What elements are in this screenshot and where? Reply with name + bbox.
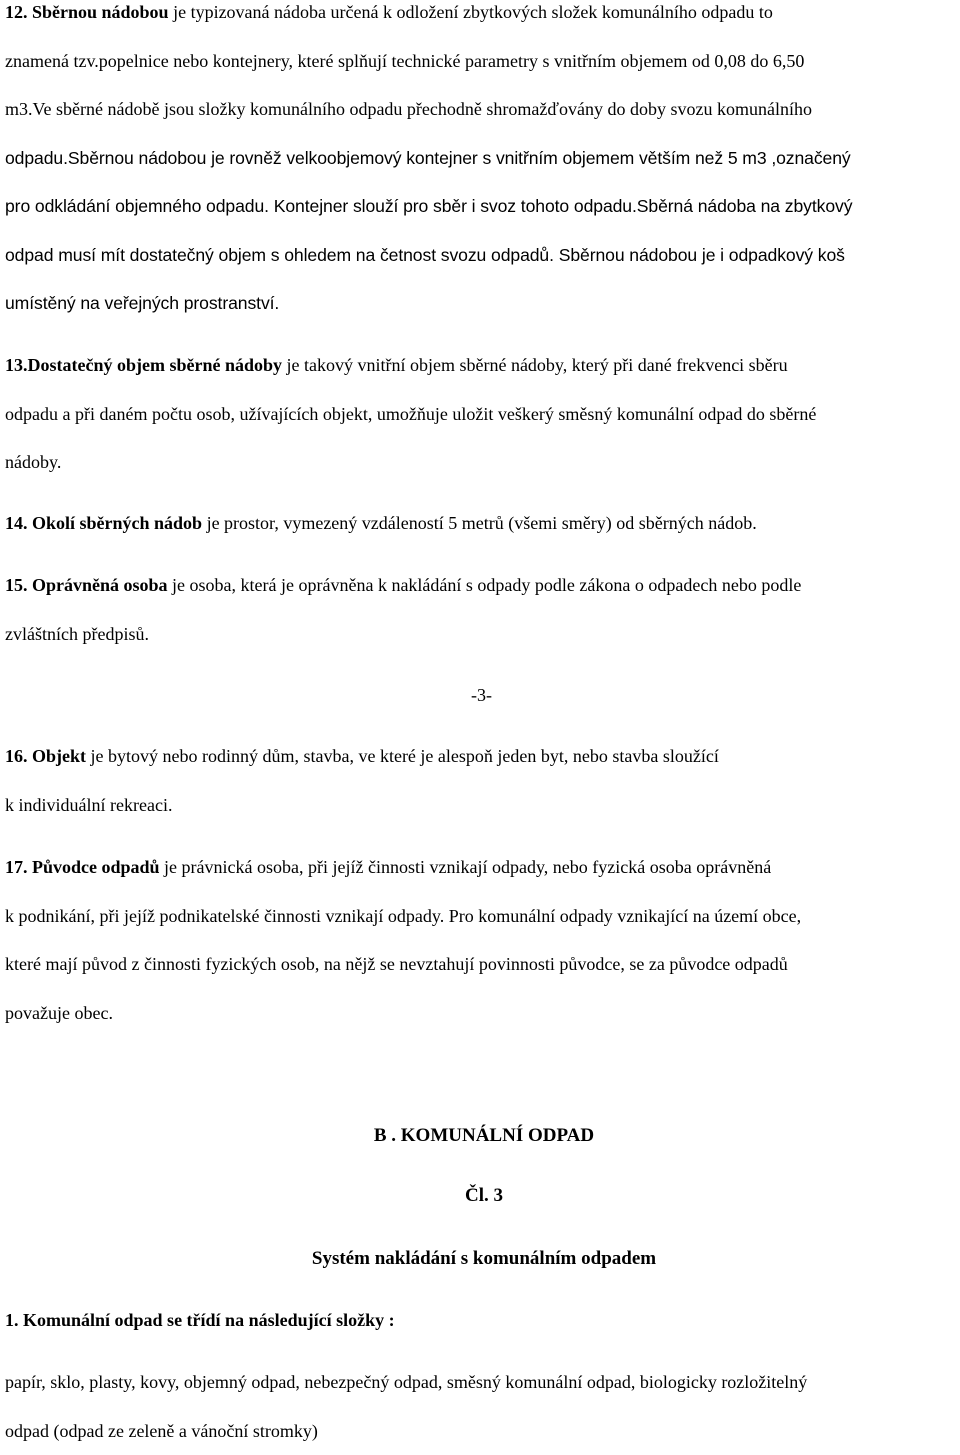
paragraph-number: 12. (5, 2, 28, 22)
paragraph-16-line-2: k individuální rekreaci. (5, 781, 960, 830)
article-title: Systém nakládání s komunálním odpadem (0, 1235, 960, 1284)
paragraph-12-line-5: pro odkládání objemného odpadu. Kontejner slouží pro sběr i svoz tohoto odpadu.Sběrná nádoba na zbytkový (5, 182, 960, 231)
paragraph-14-line-1: 14. Okolí sběrných nádob je prostor, vymezený vzdáleností 5 metrů (všemi směry) od sběrných nádob. (5, 499, 960, 548)
paragraph-13-line-1: 13.Dostatečný objem sběrné nádoby je takový vnitřní objem sběrné nádoby, který při dané frekvenci sběru (5, 341, 960, 390)
paragraph-number: 14. (5, 513, 28, 533)
defined-term: Okolí sběrných nádob (32, 513, 202, 533)
item-1-line-2: odpad (odpad ze zeleně a vánoční stromky) (5, 1407, 960, 1455)
defined-term: Objekt (32, 746, 86, 766)
paragraph-number: 15. (5, 575, 28, 595)
paragraph-13-line-2: odpadu a při daném počtu osob, užívajících objekt, umožňuje uložit veškerý směsný komunální odpad do sběrné (5, 390, 960, 439)
paragraph-17-line-2: k podnikání, při jejíž podnikatelské činnosti vznikají odpady. Pro komunální odpady vznikající na území obce, (5, 892, 960, 941)
paragraph-15 (5, 561, 960, 658)
paragraph-16 (5, 732, 960, 829)
paragraph-16-line-1: 16. Objekt je bytový nebo rodinný dům, stavba, ve které je alespoň jeden byt, nebo stavba sloužící (5, 732, 960, 781)
defined-term: Sběrnou nádobou (32, 2, 169, 22)
paragraph-17 (5, 843, 960, 1037)
paragraph-17-line-1: 17. Původce odpadů je právnická osoba, při jejíž činnosti vznikají odpady, nebo fyzická osoba oprávněná (5, 843, 960, 892)
item-1-line-1: papír, sklo, plasty, kovy, objemný odpad, nebezpečný odpad, směsný komunální odpad, biologicky rozložitelný (5, 1358, 960, 1407)
paragraph-15-line-1: 15. Oprávněná osoba je osoba, která je oprávněna k nakládání s odpady podle zákona o odpadech nebo podle (5, 561, 960, 610)
paragraph-14 (5, 499, 960, 548)
defined-term: Oprávněná osoba (32, 575, 168, 595)
paragraph-15-line-2: zvláštních předpisů. (5, 610, 960, 659)
paragraph-12-line-6: odpad musí mít dostatečný objem s ohledem na četnost svozu odpadů. Sběrnou nádobou je i odpadkový koš (5, 231, 960, 280)
page-number: -3- (0, 671, 960, 720)
paragraph-17-line-4: považuje obec. (5, 989, 960, 1038)
defined-term: Dostatečný objem sběrné nádoby (28, 355, 283, 375)
section-title: B . KOMUNÁLNÍ ODPAD (0, 1112, 960, 1161)
paragraph-number: 16. (5, 746, 28, 766)
paragraph-13 (5, 341, 960, 487)
paragraph-number: 13. (5, 355, 28, 375)
paragraph-number: 17. (5, 857, 28, 877)
paragraph-17-line-3: které mají původ z činnosti fyzických osob, na nějž se nevztahují povinnosti původce, se za původce odpadů (5, 940, 960, 989)
defined-term: Původce odpadů (32, 857, 160, 877)
paragraph-12-line-1: 12. Sběrnou nádobou je typizovaná nádoba určená k odložení zbytkových složek komunálního odpadu to (5, 0, 960, 37)
paragraph-12-line-3: m3.Ve sběrné nádobě jsou složky komunálního odpadu přechodně shromažďovány do doby svozu komunálního (5, 85, 960, 134)
item-1-heading: 1. Komunální odpad se třídí na následující složky : (5, 1296, 960, 1345)
item-1-text (5, 1358, 960, 1455)
paragraph-12 (5, 0, 960, 328)
article-number: Čl. 3 (0, 1172, 960, 1221)
paragraph-13-line-3: nádoby. (5, 438, 960, 487)
paragraph-12-line-2: znamená tzv.popelnice nebo kontejnery, které splňují technické parametry s vnitřním objemem od 0,08 do 6,50 (5, 37, 960, 86)
paragraph-12-line-7: umístěný na veřejných prostranství. (5, 279, 960, 328)
paragraph-12-line-4: odpadu.Sběrnou nádobou je rovněž velkoobjemový kontejner s vnitřním objemem větším než 5 m3 ,označený (5, 134, 960, 183)
